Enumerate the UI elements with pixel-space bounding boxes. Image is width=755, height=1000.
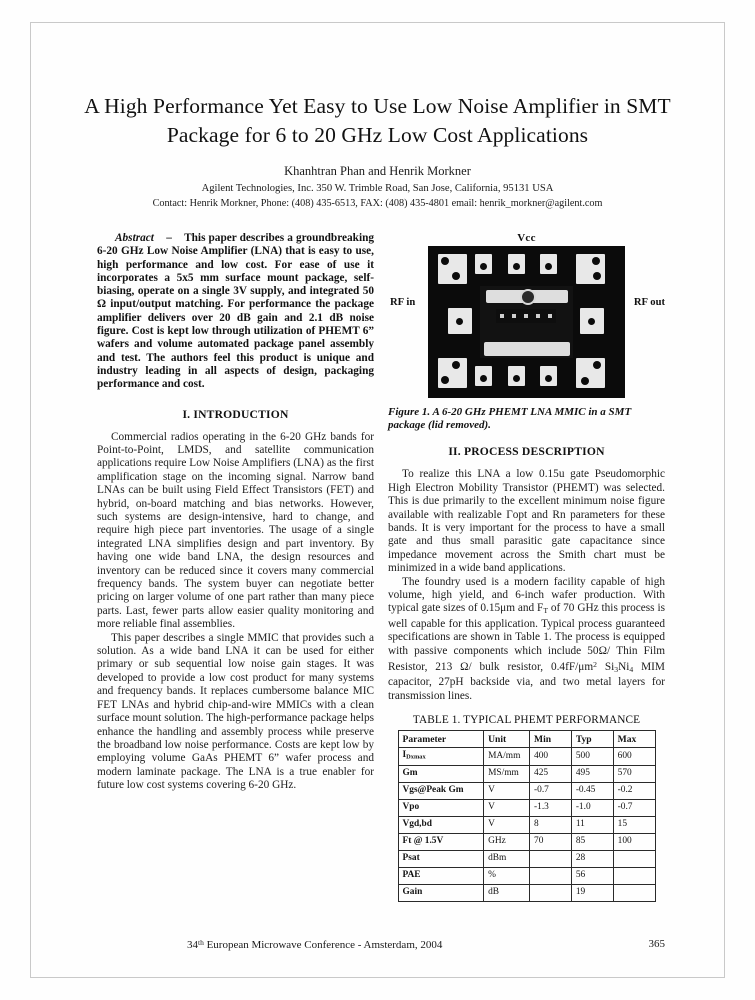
table-cell-typ: -0.45 (571, 782, 613, 799)
table-header-parameter: Parameter (398, 731, 484, 748)
table-header-row (398, 731, 655, 748)
affiliation-line: Agilent Technologies, Inc. 350 W. Trimble Road, San Jose, California, 95131 USA (201, 183, 554, 194)
table-row (398, 816, 655, 833)
table-cell-typ: 495 (571, 765, 613, 782)
abstract-paragraph (97, 232, 374, 392)
table-cell-unit: MA/mm (484, 748, 530, 766)
table-cell-max: 100 (613, 833, 655, 850)
table-row (398, 748, 655, 766)
process-p2-part-d: Ni (618, 661, 630, 674)
table-cell-parameter: Vgd,bd (398, 816, 484, 833)
conference-name: European Microwave Conference - Amsterdam, 2004 (203, 939, 443, 952)
pad-corner-top-left (438, 254, 467, 284)
pad-top-1 (475, 254, 492, 274)
table-cell-typ: 500 (571, 748, 613, 766)
table-cell-unit: dB (484, 884, 530, 901)
table-header-typ: Typ (571, 731, 613, 748)
pad-bottom-1 (475, 366, 492, 386)
table-cell-typ: 11 (571, 816, 613, 833)
die-dot-4 (536, 314, 540, 318)
table-header-min: Min (530, 731, 572, 748)
table-cell-min: -1.3 (530, 799, 572, 816)
table-cell-parameter: $I_{Dxmax}$ (398, 748, 484, 766)
die-dot-1 (500, 314, 504, 318)
table-row (398, 884, 655, 901)
page-number: 365 (648, 938, 665, 950)
die-center-via (520, 289, 536, 305)
table-cell-unit: V (484, 816, 530, 833)
pad-rf-input (448, 308, 472, 334)
figure-rf-out-label: RF out (633, 297, 665, 308)
conference-number: 34 (187, 939, 198, 952)
process-paragraph-2 (388, 576, 665, 704)
table-cell-max (613, 884, 655, 901)
pad-top-2 (508, 254, 525, 274)
section-heading-process: II. PROCESS DESCRIPTION (448, 445, 605, 459)
table-caption: TABLE 1. TYPICAL PHEMT PERFORMANCE (412, 714, 641, 727)
table-cell-typ: 56 (571, 867, 613, 884)
intro-paragraph-2: This paper describes a single MMIC that provides such a solution. As a wide band LNA it can be used for either primary or sub sequential low noise gain stages. It was developed to provide a low cost product for many systems and frequency bands. It replaces cumbersome balance MIC FET LNAs and hybrid chip-and-wire MMICs with a clean surface mount solution. The high-performance package helps enhance the handling and assembly process while preserve the broadband low noise performance. Costs are kept low by employing volume GaAs PHEMT 6” wafer process and modern laminate package. The LNA is a true enabler for future low cost systems covering 6-20 GHz. (97, 631, 374, 792)
table-cell-min: 425 (530, 765, 572, 782)
table-row (398, 850, 655, 867)
figure-caption: Figure 1. A 6-20 GHz PHEMT LNA MMIC in a SMT package (lid removed). (388, 406, 632, 432)
author-list: Khanhtran Phan and Henrik Morkner (284, 164, 471, 178)
table-cell-unit: V (484, 782, 530, 799)
process-p2-part-c: Si (596, 661, 615, 674)
table-cell-max (613, 850, 655, 867)
table-cell-parameter-subscript: Dxmax (406, 753, 426, 761)
table-cell-min: 400 (530, 748, 572, 766)
table-cell-parameter: Vgs@Peak Gm (398, 782, 484, 799)
process-p2-part-e: MIM capacitor, 27pH backside via, and two metal layers for transmission lines. (388, 661, 665, 702)
table-cell-unit: % (484, 867, 530, 884)
table-row (398, 765, 655, 782)
pad-corner-top-right (576, 254, 605, 284)
table-cell-typ: -1.0 (571, 799, 613, 816)
die-dot-5 (548, 314, 552, 318)
table-cell-max (613, 867, 655, 884)
process-p2-part-b: of 70 GHz this process is well capable for this application. Typical process guaranteed specifications are shown in Table 1. The process is equipped with passive components which include 50Ω/ Thin Film Resistor, 213 Ω/ bulk resistor, 0.4fF/μm (388, 602, 665, 674)
section-heading-introduction: I. INTRODUCTION (182, 407, 289, 421)
table-cell-max: 15 (613, 816, 655, 833)
process-p2-superscript-2: 2 (593, 659, 597, 669)
table-cell-parameter: Ft @ 1.5V (398, 833, 484, 850)
table-cell-unit: MS/mm (484, 765, 530, 782)
table-header-unit: Unit (484, 731, 530, 748)
process-p2-subscript-t: T (543, 606, 549, 616)
contact-line: Contact: Henrik Morkner, Phone: (408) 435-6513, FAX: (408) 435-4801 email: henrik_morkner@agilent.com (152, 198, 603, 209)
figure-rf-in-label: RF in (390, 297, 416, 308)
right-column (388, 232, 665, 902)
table-cell-min (530, 867, 572, 884)
table-cell-max: 600 (613, 748, 655, 766)
table-cell-typ: 28 (571, 850, 613, 867)
table-cell-unit: GHz (484, 833, 530, 850)
left-column (97, 232, 374, 793)
phemt-performance-table (398, 730, 656, 902)
table-cell-unit: dBm (484, 850, 530, 867)
table-cell-typ: 85 (571, 833, 613, 850)
pad-bottom-3 (540, 366, 557, 386)
table-cell-unit: V (484, 799, 530, 816)
process-p2-subscript-4: 4 (629, 665, 634, 674)
table-cell-parameter: PAE (398, 867, 484, 884)
table-cell-min (530, 884, 572, 901)
table-cell-min: 70 (530, 833, 572, 850)
table-cell-parameter: Psat (398, 850, 484, 867)
title-block (60, 92, 695, 210)
abstract-dash: – (166, 232, 172, 244)
abstract-label: Abstract (115, 232, 154, 244)
table-row (398, 833, 655, 850)
pad-bottom-2 (508, 366, 525, 386)
die-dot-2 (512, 314, 516, 318)
pad-top-3 (540, 254, 557, 274)
page-title: A High Performance Yet Easy to Use Low Noise Amplifier in SMT Package for 6 to 20 GHz Low Cost Applications (84, 94, 671, 147)
table-cell-max: -0.2 (613, 782, 655, 799)
table-row (398, 782, 655, 799)
pad-corner-bottom-left (438, 358, 467, 388)
pad-rf-output (580, 308, 604, 334)
table-row (398, 799, 655, 816)
figure-vcc-label: Vcc (517, 232, 536, 244)
table-body (398, 748, 655, 902)
figure-1 (388, 232, 665, 432)
table-cell-parameter: Vpo (398, 799, 484, 816)
table-cell-max: -0.7 (613, 799, 655, 816)
intro-paragraph-1: Commercial radios operating in the 6-20 GHz bands for Point-to-Point, LMDS, and satellite communication applications require Low Noise Amplifiers (LNA) as the first amplification stage on the incoming signal. Narrow band LNAs can be built using Field Effect Transistors (FET) and hybrid, on-board matching and bias networks. However, such systems are design-intensive, hard to change, and require high piece part inventories. The usage of a single integrated LNA simplifies design and part inventory. By having one wide band LNA, the design resources and inventory can be reduced since it covers many commercial frequency bands. The system buyer can negotiate better pricing on larger volume of one part rather than many piece parts. Last, fewer parts allow easier quality monitoring and more reliable final assemblies. (97, 430, 374, 631)
abstract-text: This paper describes a groundbreaking 6-20 GHz Low Noise Amplifier (LNA) that is easy to use, high performance and low cost. For ease of use it incorporates a 5x5 mm surface mount package, self-biasing, operate on a single 3V supply, and integrated 50 Ω input/output matching. For performance the package amplifier delivers over 20 dB gain and 2.1 dB noise figure. Cost is kept low through utilization of PHEMT 6” wafers and volume automated package panel assembly and test. The authors feel this product is unique and industry leading in all aspects of design, packaging performance and cost. (97, 232, 375, 391)
table-cell-min: 8 (530, 816, 572, 833)
pad-corner-bottom-right (576, 358, 605, 388)
table-cell-min (530, 850, 572, 867)
conference-line (187, 938, 442, 951)
process-p2-part-a: The foundry used is a modern facility capable of high volume, high yield, and 6-inch wafer production. With typical gate sizes of 0.15μm and F (388, 575, 665, 615)
die-bondwire-bar-bottom (484, 342, 570, 356)
process-p2-subscript-3: 3 (614, 665, 619, 674)
table-cell-parameter: Gm (398, 765, 484, 782)
table-cell-min: -0.7 (530, 782, 572, 799)
table-cell-max: 570 (613, 765, 655, 782)
table-row (398, 867, 655, 884)
table-cell-parameter: Gain (398, 884, 484, 901)
die-dot-3 (524, 314, 528, 318)
figure-package-photo (428, 246, 625, 398)
table-cell-typ: 19 (571, 884, 613, 901)
table-header-max: Max (613, 731, 655, 748)
conference-ordinal-suffix: th (198, 938, 204, 947)
process-paragraph-1: To realize this LNA a low 0.15u gate Pseudomorphic High Electron Mobility Transistor (PHEMT) was selected. This is due primarily to the excellent minimum noise figure available with realizable Γopt and Rn parameters for these bands. It is very important for the process to have a small gate and thus small parasitic gate capacitance since impedance movement across the Smith chart must be minimized in a wide band applications. (388, 468, 665, 575)
